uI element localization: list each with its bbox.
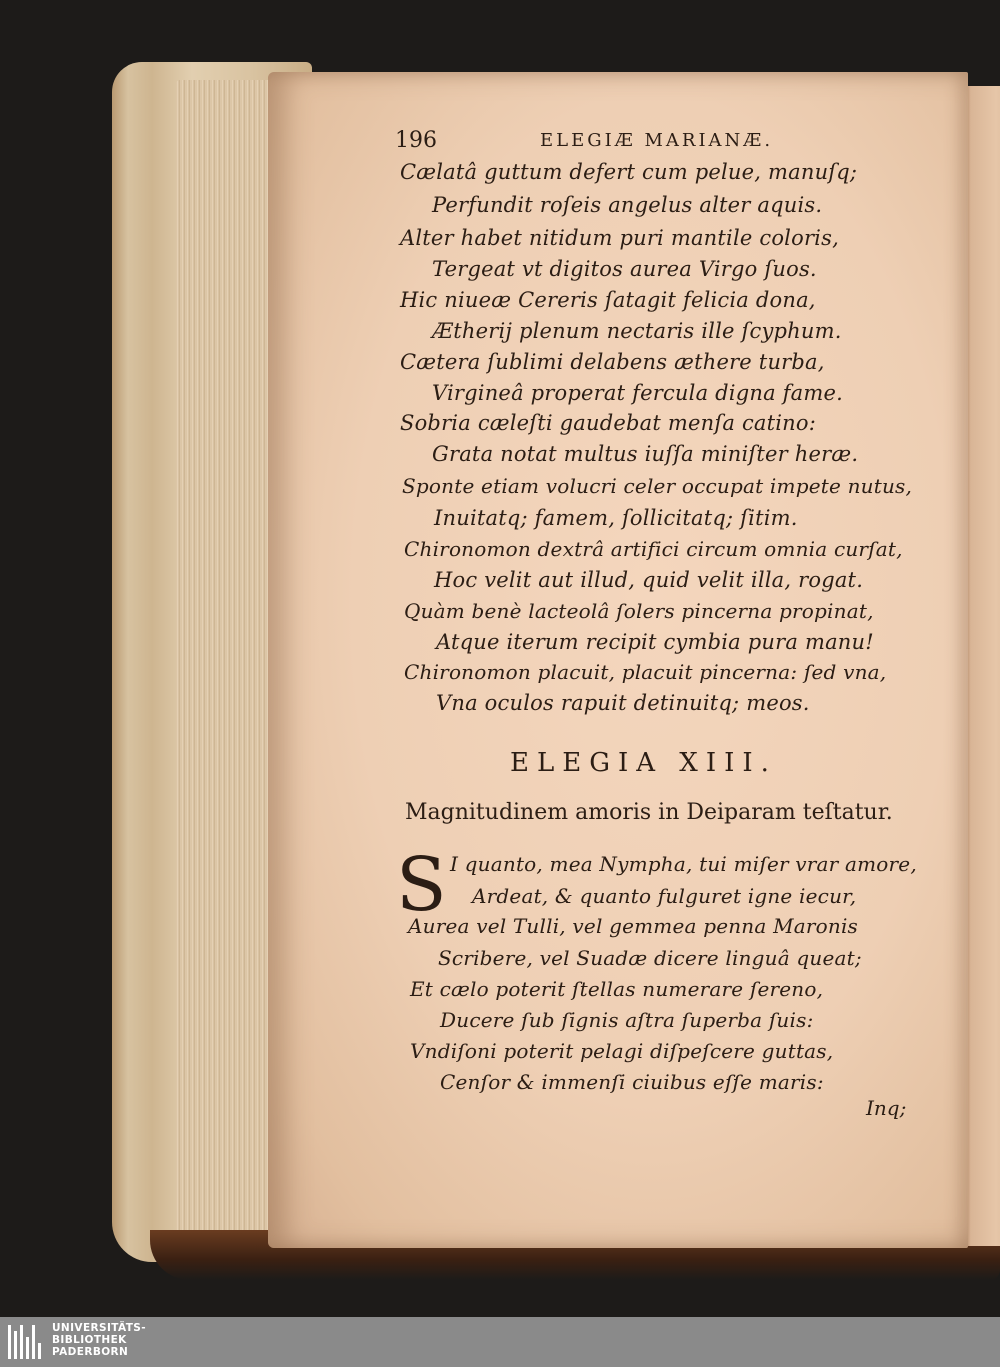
page-number: 196 (395, 128, 437, 153)
verse-line: Ætherij plenum nectaris ille ſcyphum. (432, 319, 842, 343)
library-name-line: BIBLIOTHEK (52, 1334, 127, 1346)
verse-line: Cælatâ guttum defert cum pelue, manuſq; (400, 160, 858, 184)
verse-line: Atque iterum recipit cymbia pura manu! (436, 630, 874, 654)
verse-line: Cætera ſublimi delabens æthere turba, (400, 350, 825, 374)
verse-line: Sobria cæleſti gaudebat menſa catino: (400, 411, 817, 435)
verse-line: I quanto, mea Nympha, tui miſer vrar amore, (450, 852, 917, 876)
elegia-heading: ELEGIA XIII. (510, 748, 777, 778)
verse-line: Grata notat multus iuſſa miniſter heræ. (432, 442, 859, 466)
verse-line: Chironomon placuit, placuit pincerna: ſed vna, (404, 660, 887, 684)
verse-line: Hoc velit aut illud, quid velit illa, rogat. (434, 568, 864, 592)
verse-line: Quàm benè lacteolâ ſolers pincerna propinat, (404, 599, 874, 623)
verse-line: Ardeat, & quanto fulguret igne iecur, (472, 884, 857, 908)
catchword: Inq; (866, 1096, 907, 1120)
verse-line: Ducere ſub ſignis aſtra ſuperba ſuis: (440, 1008, 814, 1032)
drop-capital: S (396, 842, 447, 928)
library-name-line: UNIVERSITÄTS- (52, 1322, 147, 1334)
verse-line: Virgineâ properat fercula digna fame. (432, 381, 843, 405)
verse-line: Perfundit roſeis angelus alter aquis. (432, 193, 823, 217)
library-logo-icon (8, 1325, 42, 1359)
library-name (52, 1322, 146, 1358)
verse-line: Chironomon dextrâ artifici circum omnia curſat, (404, 537, 903, 561)
verse-line: Alter habet nitidum puri mantile coloris, (400, 226, 839, 250)
verse-line: Aurea vel Tulli, vel gemmea penna Maronis (408, 914, 859, 938)
library-name-line: PADERBORN (52, 1346, 129, 1358)
verse-line: Hic niueæ Cereris ſatagit felicia dona, (400, 288, 816, 312)
running-head: ELEGIÆ MARIANÆ. (540, 130, 774, 151)
verse-line: Inuitatq; famem, ſollicitatq; ſitim. (434, 506, 798, 530)
verse-line: Vndiſoni poterit pelagi diſpeſcere guttas, (410, 1039, 834, 1063)
verse-line: Vna oculos rapuit detinuitq; meos. (436, 691, 810, 715)
verse-line: Cenſor & immenſi ciuibus eſſe maris: (440, 1070, 824, 1094)
verse-line: Tergeat vt digitos aurea Virgo ſuos. (432, 257, 817, 281)
verse-line: Et cælo poterit ſtellas numerare ſereno, (410, 977, 824, 1001)
elegia-subtitle: Magnitudinem amoris in Deiparam teſtatur. (405, 800, 893, 825)
verse-line: Scribere, vel Suadæ dicere linguâ queat; (438, 946, 862, 970)
verse-line: Sponte etiam volucri celer occupat impete nutus, (402, 474, 913, 498)
library-footer-bar (0, 1317, 1000, 1367)
